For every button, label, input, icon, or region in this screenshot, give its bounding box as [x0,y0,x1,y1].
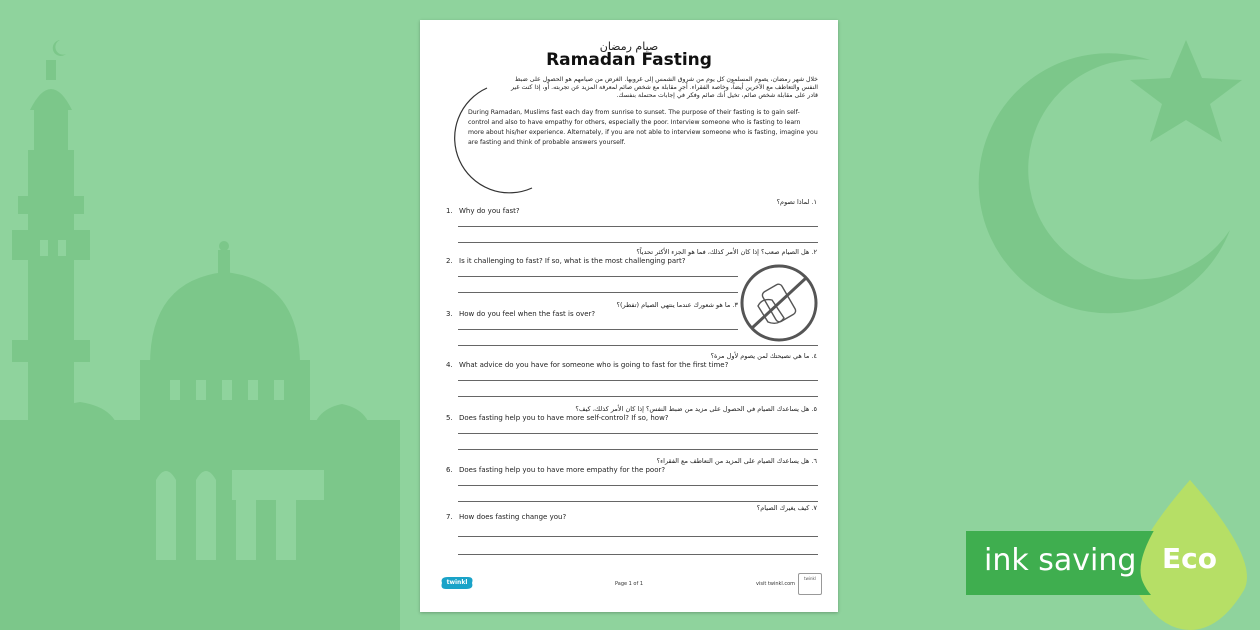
answer-line[interactable] [458,536,818,537]
title-english: Ramadan Fasting [546,50,712,70]
question-number: 4. [446,361,453,369]
site-url[interactable]: visit twinkl.com [756,581,796,587]
star-decor [1130,40,1242,142]
answer-line[interactable] [458,226,818,227]
intro-arabic: خلال شهر رمضان، يصوم المسلمون كل يوم من شروق الشمس إلى غروبها. الغرض من صيامهم هو الحصول على ضبط النفس والتعاطف مع الآخرين أيضاً، وخاصة الفقراء. أجرِ مقابلة مع شخص صائم لمعرفة المزيد عن تجربته. أو، إذا كنت غير قادر على مقابلة شخص صائم، تخيل أنك صائم وفكر في إجابات محتملة بنفسك. [510,76,818,99]
question-english [446,466,665,474]
page-number: Page 1 of 1 [614,581,644,587]
question-arabic: ٣. ما هو شعورك عندما ينتهي الصيام (تفطر)؟ [616,301,738,309]
question-english [446,257,685,265]
eco-badge-label: Eco [1162,542,1217,575]
question-english [446,361,728,369]
question-text: How does fasting change you? [459,513,567,521]
answer-line[interactable] [458,276,738,277]
answer-line[interactable] [458,433,818,434]
question-text: Why do you fast? [459,207,520,215]
intro-english: During Ramadan, Muslims fast each day from sunrise to sunset. The purpose of their fasting is to gain self-control and also to have empathy for others, especially the poor. Interview someone who is fasting to learn more about his/her experience. Alternately, if you are not able to interview someone who is fasting, imagine you are fasting and think of probable answers yourself. [468,109,818,146]
no-food-icon [738,262,820,344]
answer-line[interactable] [458,242,818,243]
question-arabic: ٧. كيف يغيرك الصيام؟ [756,504,817,512]
answer-line[interactable] [458,449,818,450]
answer-line[interactable] [458,329,738,330]
question-arabic: ١. لماذا تصوم؟ [776,198,817,206]
title-arabic: صيام رمضان [599,40,659,53]
answer-line[interactable] [458,554,818,555]
question-english [446,414,669,422]
quality-badge [798,573,822,595]
question-text: How do you feel when the fast is over? [459,310,596,318]
quality-badge-label: twinkl [804,576,816,581]
question-arabic: ٦. هل يساعدك الصيام على المزيد من التعاطف مع الفقراء؟ [656,457,817,465]
question-number: 1. [446,207,453,215]
question-number: 7. [446,513,453,521]
question-text: What advice do you have for someone who is going to fast for the first time? [459,361,729,369]
question-english [446,513,566,521]
question-arabic: ٢. هل الصيام صعب؟ إذا كان الأمر كذلك، فما هو الجزء الأكثر تحدياً؟ [636,248,817,256]
worksheet-page [420,20,838,612]
answer-line[interactable] [458,380,818,381]
answer-line[interactable] [458,501,818,502]
answer-line[interactable] [458,345,818,346]
ink-saving-label: ink saving [984,543,1137,578]
question-text: Is it challenging to fast? If so, what is the most challenging part? [459,257,686,265]
twinkl-logo-label: twinkl [446,579,468,586]
question-text: Does fasting help you to have more empathy for the poor? [459,466,666,474]
question-number: 5. [446,414,453,422]
answer-line[interactable] [458,292,738,293]
question-english [446,207,520,215]
answer-line[interactable] [458,396,818,397]
question-number: 2. [446,257,453,265]
question-arabic: ٤. ما هي نصيحتك لمن يصوم لأول مرة؟ [710,352,817,360]
question-text: Does fasting help you to have more self-control? If so, how? [459,414,669,422]
question-english [446,310,595,318]
answer-line[interactable] [458,485,818,486]
question-number: 3. [446,310,453,318]
question-arabic: ٥. هل يساعدك الصيام في الحصول على مزيد من ضبط النفس؟ إذا كان الأمر كذلك، كيف؟ [575,405,817,413]
question-number: 6. [446,466,453,474]
